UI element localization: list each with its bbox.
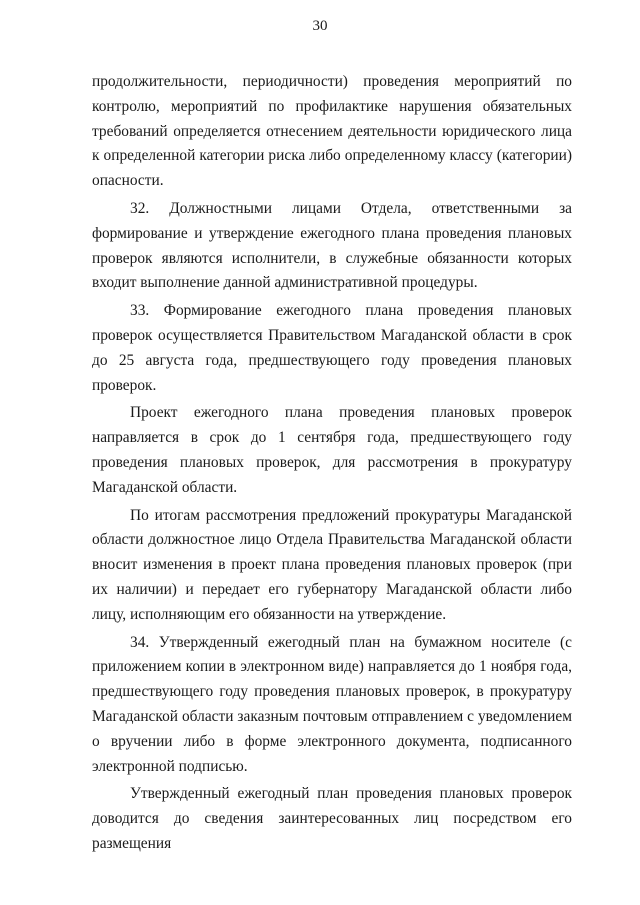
paragraph-item-32: 32. Должностными лицами Отдела, ответственными за формирование и утверждение ежегодного плана проведения плановых проверок являются исполнители, в служебные обязанности которых входит выполнение данной административной процедуры.: [92, 199, 572, 292]
paragraph-continuation: продолжительности, периодичности) проведения мероприятий по контролю, мероприятий по профилактике нарушения обязательных требований определяется отнесением деятельности юридического лица к определенной категории риска либо определенному классу (категории) опасности.: [92, 73, 572, 190]
paragraph-approved-plan: Утвержденный ежегодный план проведения плановых проверок доводится до сведения заинтересованных лиц посредством его размещения: [92, 785, 572, 852]
page-number: 30: [312, 18, 328, 34]
paragraph-item-34: 34. Утвержденный ежегодный план на бумажном носителе (с приложением копии в электронном виде) направляется до 1 ноября года, предшествующего году проведения плановых проверок, в прокуратуру Магаданской области заказным почтовым отправлением с уведомлением о вручении либо в форме электронного документа, подписанного электронной подписью.: [92, 633, 572, 775]
paragraph-item-33: 33. Формирование ежегодного плана проведения плановых проверок осуществляется Правительством Магаданской области в срок до 25 августа года, предшествующего году проведения плановых проверок.: [92, 302, 572, 394]
paragraph-prosecutor-review: По итогам рассмотрения предложений прокуратуры Магаданской области должностное лицо Отдела Правительства Магаданской области вносит изменения в проект плана проведения плановых проверок (при их наличии) и передает его губернатору Магаданской области либо лицу, исполняющим его обязанности на утверждение.: [92, 506, 572, 623]
document-body: [92, 70, 572, 860]
paragraph-draft-plan: Проект ежегодного плана проведения плановых проверок направляется в срок до 1 сентября года, предшествующего году проведения плановых проверок, для рассмотрения в прокуратуру Магаданской области.: [92, 404, 572, 496]
